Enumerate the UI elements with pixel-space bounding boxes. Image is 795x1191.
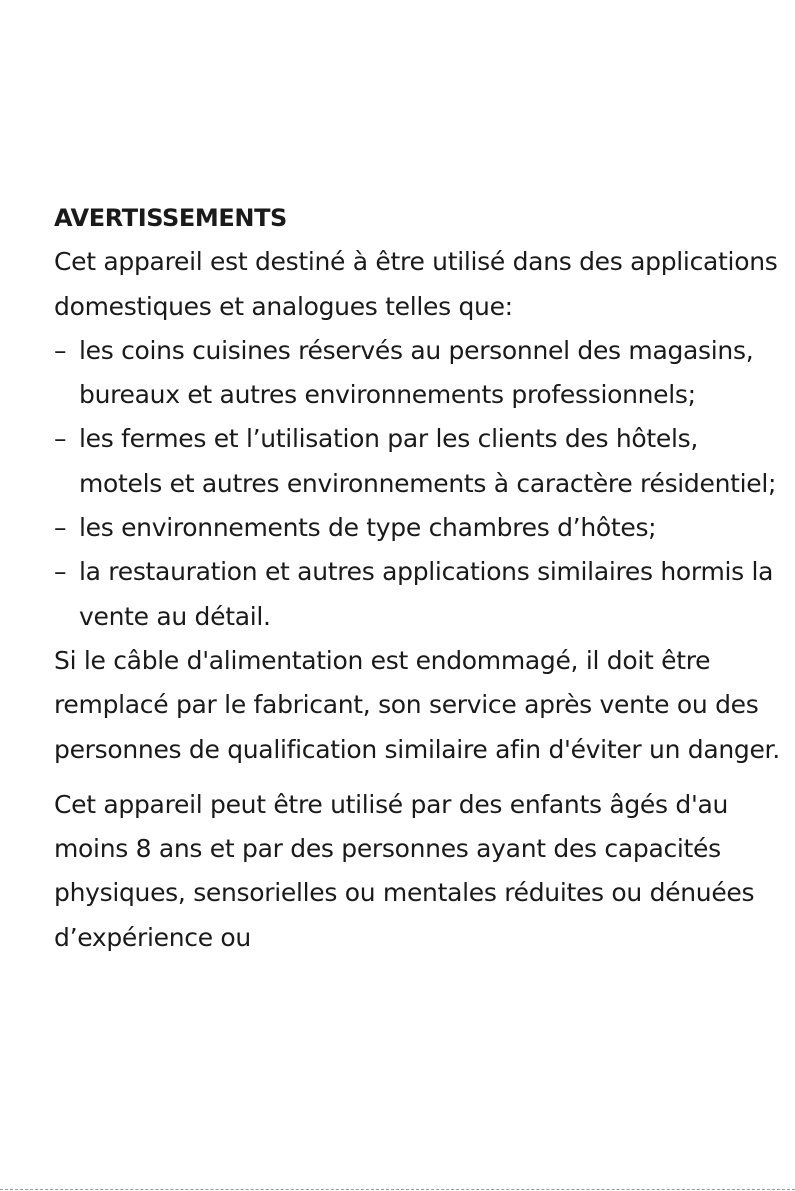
warnings-section xyxy=(54,196,784,960)
list-item xyxy=(54,417,784,506)
list-item-text: les fermes et l’utilisation par les clients des hôtels, motels et autres environnements à caractère résidentiel; xyxy=(79,424,777,498)
list-dash: – xyxy=(54,557,67,587)
list-dash: – xyxy=(54,335,67,365)
section-heading: AVERTISSEMENTS xyxy=(54,204,287,232)
list-item-text: les environnements de type chambres d’hôtes; xyxy=(79,513,657,543)
list-item xyxy=(54,550,784,639)
list-item xyxy=(54,506,784,550)
list-item xyxy=(54,329,784,418)
list-dash: – xyxy=(54,424,67,454)
cable-warning-paragraph: Si le câble d'alimentation est endommagé, il doit être remplacé par le fabricant, son service après vente ou des personnes de qualification similaire afin d'éviter un danger. xyxy=(54,645,780,764)
intro-paragraph: Cet appareil est destiné à être utilisé dans des applications domestiques et analogues telles que: xyxy=(54,247,778,321)
list-dash: – xyxy=(54,513,67,543)
children-warning-paragraph: Cet appareil peut être utilisé par des enfants âgés d'au moins 8 ans et par des personnes ayant des capacités physiques, sensorielles ou mentales réduites ou dénuées d’expérience ou xyxy=(54,789,755,952)
page-bottom-divider xyxy=(0,1189,795,1190)
usage-list xyxy=(54,329,784,639)
list-item-text: les coins cuisines réservés au personnel des magasins, bureaux et autres environnements professionnels; xyxy=(79,335,754,410)
list-item-text: la restauration et autres applications similaires hormis la vente au détail. xyxy=(79,557,774,631)
